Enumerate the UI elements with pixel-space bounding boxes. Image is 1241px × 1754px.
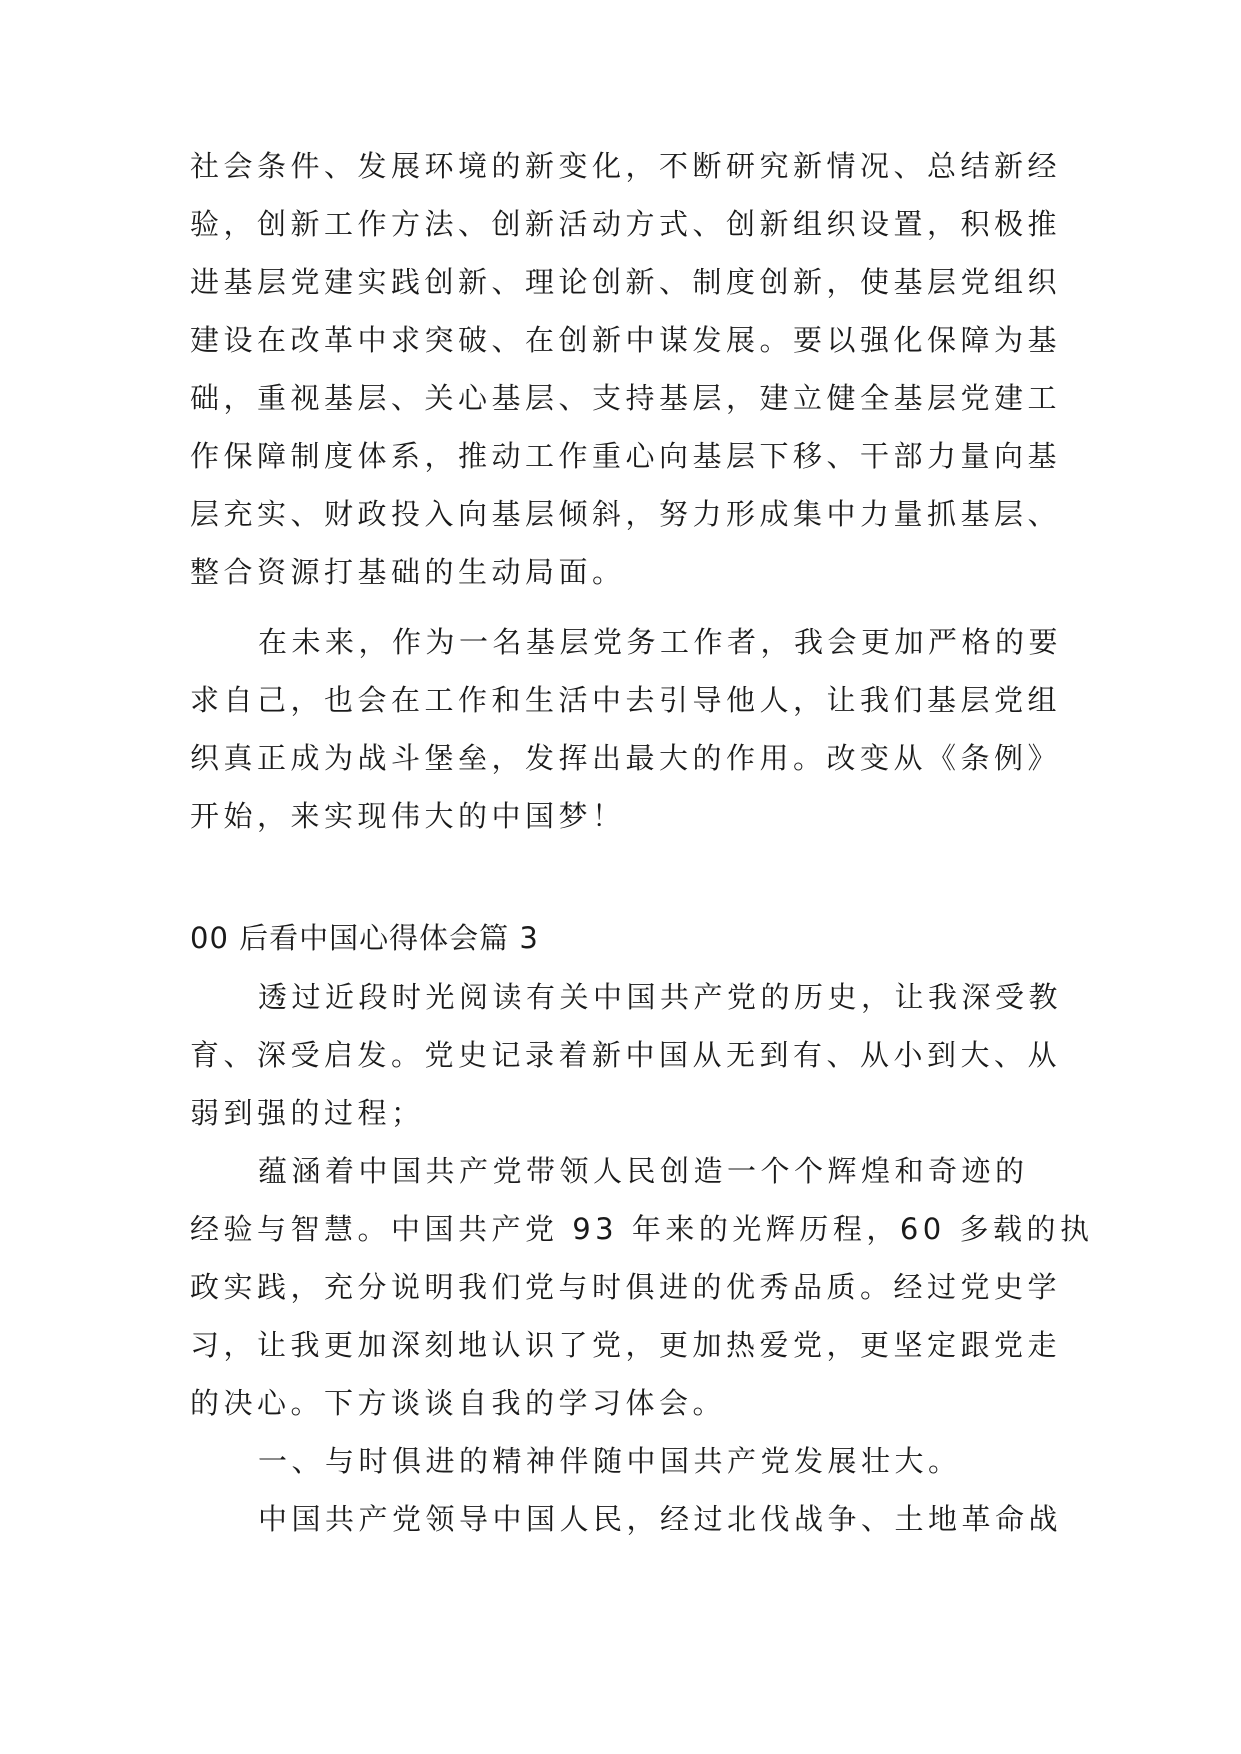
text-line: 作保障制度体系，推动工作重心向基层下移、干部力量向基 — [190, 439, 1062, 473]
text-line: 的决心。下方谈谈自我的学习体会。 — [190, 1386, 727, 1420]
text-line: 弱到强的过程； — [190, 1096, 425, 1130]
text-line: 开始，来实现伟大的中国梦！ — [190, 799, 626, 833]
text-line: 习，让我更加深刻地认识了党，更加热爱党，更坚定跟党走 — [190, 1328, 1062, 1362]
text-line: 层充实、财政投入向基层倾斜，努力形成集中力量抓基层、 — [190, 497, 1062, 531]
text-line: 社会条件、发展环境的新变化，不断研究新情况、总结新经 — [190, 149, 1062, 183]
paragraph-start-line: 在未来，作为一名基层党务工作者，我会更加严格的要 — [258, 625, 1063, 659]
text-line: 进基层党建实践创新、理论创新、制度创新，使基层党组织 — [190, 265, 1062, 299]
text-line: 育、深受启发。党史记录着新中国从无到有、从小到大、从 — [190, 1038, 1062, 1072]
text-line: 政实践，充分说明我们党与时俱进的优秀品质。经过党史学 — [190, 1270, 1062, 1304]
section-heading: 00 后看中国心得体会篇 3 — [190, 921, 539, 955]
text-line: 整合资源打基础的生动局面。 — [190, 555, 626, 589]
text-line: 织真正成为战斗堡垒，发挥出最大的作用。改变从《条例》 — [190, 741, 1062, 775]
text-line: 验，创新工作方法、创新活动方式、创新组织设置，积极推 — [190, 207, 1062, 241]
paragraph-start-line: 中国共产党领导中国人民，经过北伐战争、土地革命战 — [258, 1502, 1063, 1536]
paragraph-start-line: 透过近段时光阅读有关中国共产党的历史，让我深受教 — [258, 980, 1063, 1014]
text-line: 础，重视基层、关心基层、支持基层，建立健全基层党建工 — [190, 381, 1062, 415]
text-line: 求自己，也会在工作和生活中去引导他人，让我们基层党组 — [190, 683, 1062, 717]
text-line: 建设在改革中求突破、在创新中谋发展。要以强化保障为基 — [190, 323, 1062, 357]
text-line: 经验与智慧。中国共产党 93 年来的光辉历程，60 多载的执 — [190, 1212, 1094, 1246]
subheading-line: 一、与时俱进的精神伴随中国共产党发展壮大。 — [258, 1444, 962, 1478]
paragraph-start-line: 蕴涵着中国共产党带领人民创造一个个辉煌和奇迹的 — [258, 1154, 1029, 1188]
